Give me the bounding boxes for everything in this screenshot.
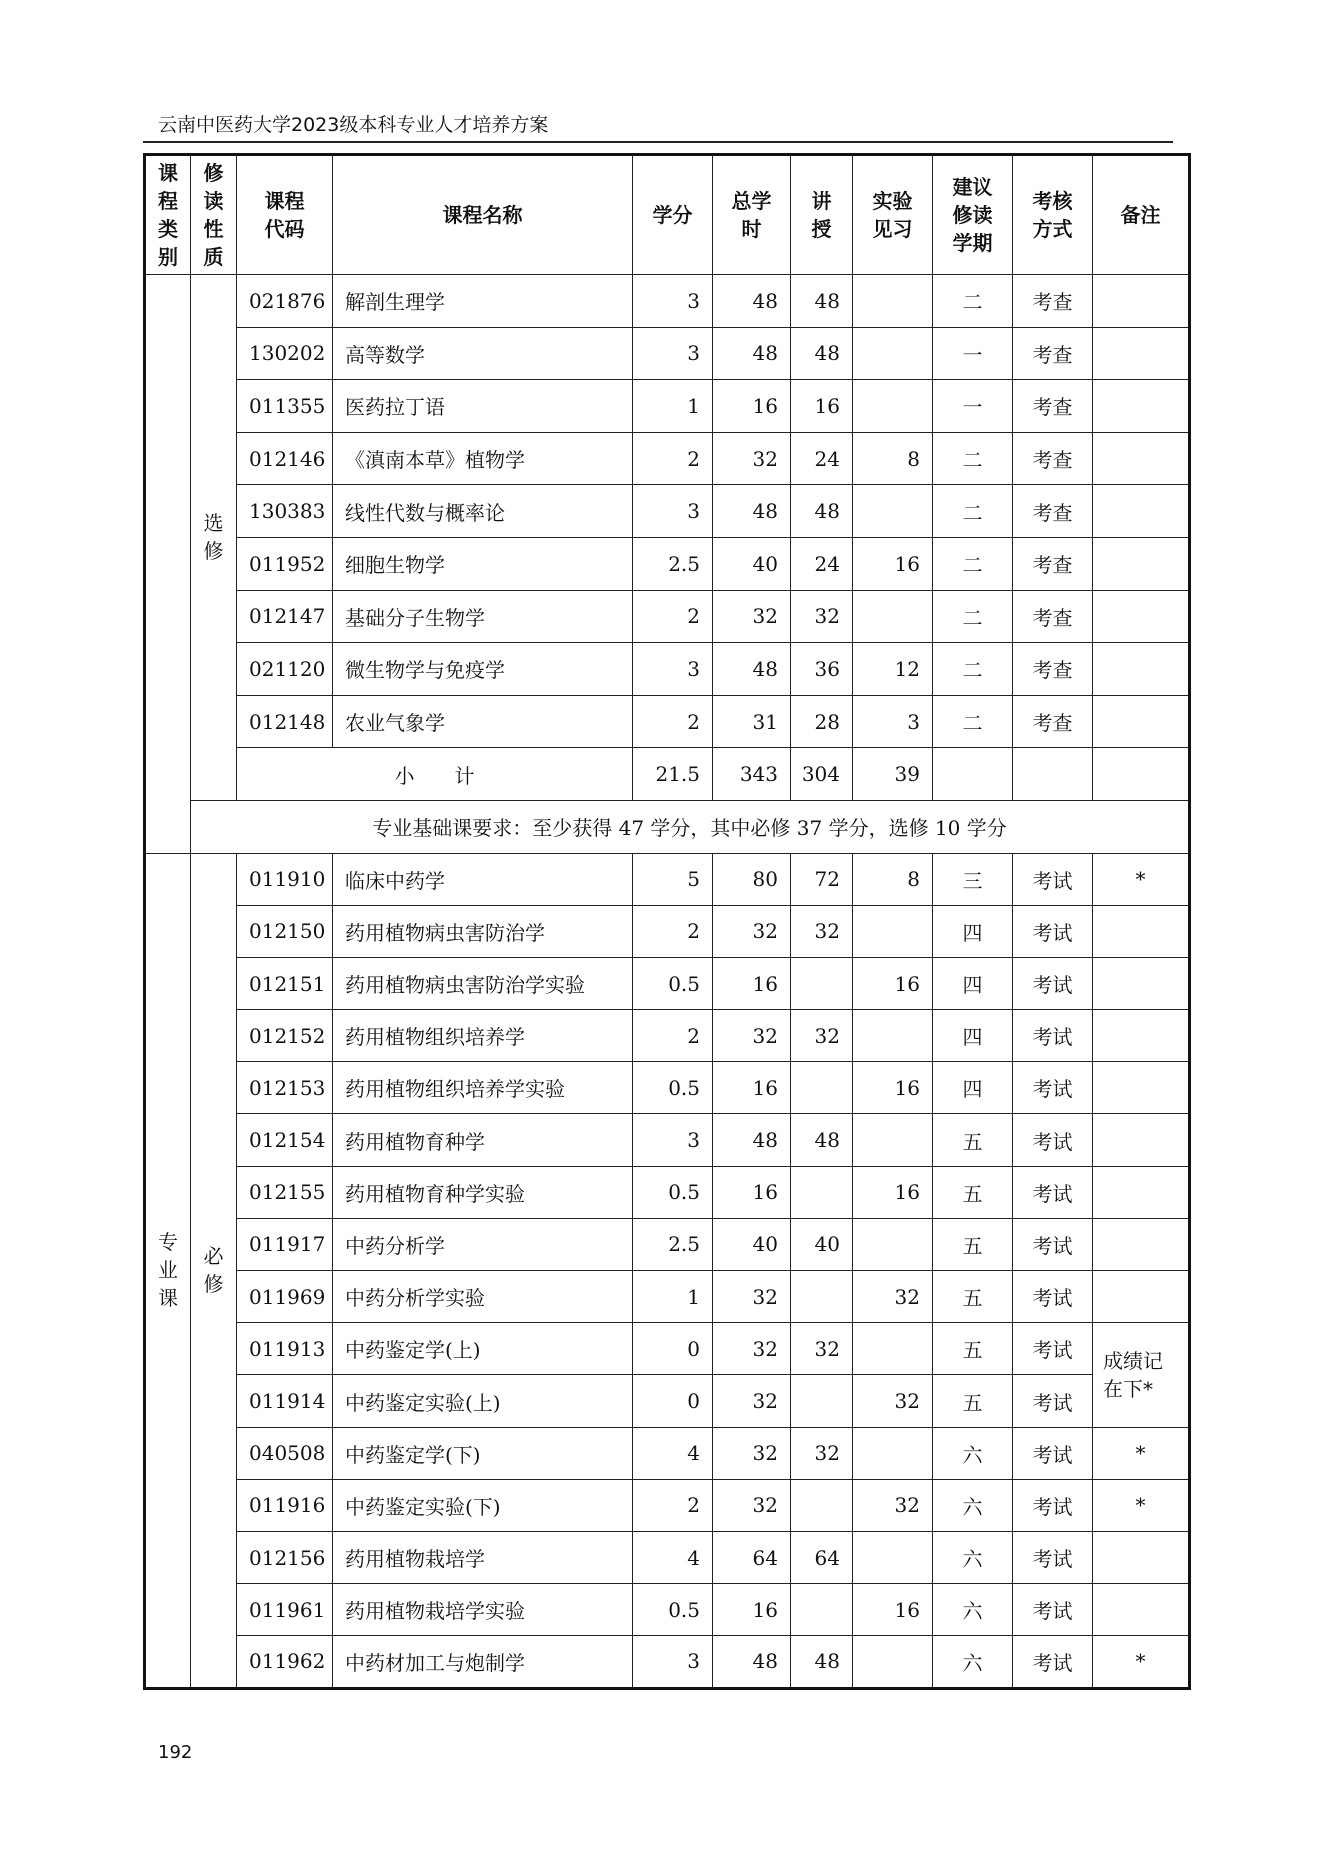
- course-name: 中药鉴定实验(下): [333, 1479, 633, 1531]
- table-row: [145, 1114, 1190, 1166]
- total-hours: 31: [713, 695, 791, 748]
- lecture-hours: 48: [791, 1114, 853, 1166]
- term: 五: [933, 1166, 1013, 1218]
- lecture-hours: 32: [791, 1323, 853, 1375]
- table-row: [145, 1218, 1190, 1270]
- term: 一: [933, 380, 1013, 433]
- exam-type: 考查: [1013, 275, 1093, 328]
- course-code: 011962: [237, 1636, 333, 1688]
- col-header-hours: 总学时: [713, 155, 791, 275]
- lab-hours: 32: [853, 1271, 933, 1323]
- term: 二: [933, 537, 1013, 590]
- term: 五: [933, 1114, 1013, 1166]
- course-name: 微生物学与免疫学: [333, 643, 633, 696]
- course-code: 011952: [237, 537, 333, 590]
- exam-type: 考试: [1013, 1010, 1093, 1062]
- credit: 3: [633, 327, 713, 380]
- term: 四: [933, 905, 1013, 957]
- course-table: [143, 153, 1191, 1690]
- lecture-hours: 28: [791, 695, 853, 748]
- col-header-term: 建议修读学期: [933, 155, 1013, 275]
- note: [1093, 1114, 1190, 1166]
- lab-hours: [853, 1114, 933, 1166]
- term: 六: [933, 1479, 1013, 1531]
- total-hours: 48: [713, 275, 791, 328]
- lab-hours: [853, 1218, 933, 1270]
- term: 四: [933, 957, 1013, 1009]
- table-row: [145, 327, 1190, 380]
- term: 二: [933, 485, 1013, 538]
- lecture-hours: 48: [791, 485, 853, 538]
- note: [1093, 905, 1190, 957]
- total-hours: 48: [713, 327, 791, 380]
- total-hours: 16: [713, 1166, 791, 1218]
- lecture-hours: 48: [791, 327, 853, 380]
- lecture-hours: [791, 1375, 853, 1427]
- course-code: 011355: [237, 380, 333, 433]
- lab-hours: [853, 380, 933, 433]
- exam-type: 考查: [1013, 485, 1093, 538]
- requirement-text: 专业基础课要求：至少获得 47 学分，其中必修 37 学分，选修 10 学分: [191, 800, 1190, 853]
- lab-hours: 16: [853, 1062, 933, 1114]
- lecture-hours: 32: [791, 590, 853, 643]
- lecture-hours: 72: [791, 853, 853, 905]
- total-hours: 16: [713, 1062, 791, 1114]
- subtotal-term: [933, 748, 1013, 801]
- table-row: [145, 1636, 1190, 1688]
- note: [1093, 380, 1190, 433]
- note: [1093, 1166, 1190, 1218]
- exam-type: 考试: [1013, 853, 1093, 905]
- credit: 2.5: [633, 1218, 713, 1270]
- credit: 2: [633, 1010, 713, 1062]
- total-hours: 40: [713, 537, 791, 590]
- term: 五: [933, 1375, 1013, 1427]
- course-code: 011916: [237, 1479, 333, 1531]
- course-code: 130383: [237, 485, 333, 538]
- course-code: 021876: [237, 275, 333, 328]
- table-row: [145, 1427, 1190, 1479]
- page-header: 云南中医药大学2023级本科专业人才培养方案: [158, 114, 549, 136]
- term: 六: [933, 1636, 1013, 1688]
- course-code: 012150: [237, 905, 333, 957]
- credit: 2: [633, 695, 713, 748]
- exam-type: 考查: [1013, 380, 1093, 433]
- course-name: 药用植物栽培学实验: [333, 1584, 633, 1636]
- credit: 0: [633, 1375, 713, 1427]
- course-code: 012153: [237, 1062, 333, 1114]
- course-name: 药用植物组织培养学实验: [333, 1062, 633, 1114]
- lecture-hours: 64: [791, 1531, 853, 1583]
- course-name: 中药鉴定学(上): [333, 1323, 633, 1375]
- term: 三: [933, 853, 1013, 905]
- note: [1093, 485, 1190, 538]
- course-code: 012151: [237, 957, 333, 1009]
- course-code: 012148: [237, 695, 333, 748]
- exam-type: 考试: [1013, 1531, 1093, 1583]
- total-hours: 48: [713, 1114, 791, 1166]
- total-hours: 32: [713, 432, 791, 485]
- table-row: [145, 1584, 1190, 1636]
- col-header-note: 备注: [1093, 155, 1190, 275]
- course-code: 011910: [237, 853, 333, 905]
- credit: 1: [633, 1271, 713, 1323]
- exam-type: 考查: [1013, 590, 1093, 643]
- term: 六: [933, 1427, 1013, 1479]
- nature-cell-required: [191, 853, 237, 1688]
- exam-type: 考试: [1013, 1218, 1093, 1270]
- total-hours: 16: [713, 1584, 791, 1636]
- lab-hours: 8: [853, 853, 933, 905]
- note: [1093, 432, 1190, 485]
- course-code: 012152: [237, 1010, 333, 1062]
- course-name: 中药材加工与炮制学: [333, 1636, 633, 1688]
- course-name: 解剖生理学: [333, 275, 633, 328]
- category-cell-1: [145, 275, 191, 854]
- table-row: [145, 1166, 1190, 1218]
- course-code: 012146: [237, 432, 333, 485]
- course-name: 药用植物栽培学: [333, 1531, 633, 1583]
- credit: 5: [633, 853, 713, 905]
- term: 一: [933, 327, 1013, 380]
- exam-type: 考试: [1013, 1636, 1093, 1688]
- note: [1093, 1010, 1190, 1062]
- term: 五: [933, 1323, 1013, 1375]
- note: [1093, 537, 1190, 590]
- course-name: 高等数学: [333, 327, 633, 380]
- nature-label: 选修: [203, 511, 224, 564]
- page-number: 192: [158, 1742, 193, 1763]
- note: *: [1093, 1479, 1190, 1531]
- col-header-category: 课程类别: [145, 155, 191, 275]
- lecture-hours: [791, 1062, 853, 1114]
- table-row: [145, 432, 1190, 485]
- course-code: 011917: [237, 1218, 333, 1270]
- exam-type: 考查: [1013, 695, 1093, 748]
- exam-type: 考试: [1013, 1271, 1093, 1323]
- exam-type: 考试: [1013, 1114, 1093, 1166]
- exam-type: 考试: [1013, 1479, 1093, 1531]
- course-name: 药用植物育种学实验: [333, 1166, 633, 1218]
- col-header-name: 课程名称: [333, 155, 633, 275]
- exam-type: 考查: [1013, 643, 1093, 696]
- lecture-hours: [791, 1584, 853, 1636]
- exam-type: 考试: [1013, 1584, 1093, 1636]
- table-row: [145, 1010, 1190, 1062]
- lab-hours: [853, 1531, 933, 1583]
- credit: 0.5: [633, 1062, 713, 1114]
- note: [1093, 1218, 1190, 1270]
- note: [1093, 1062, 1190, 1114]
- course-name: 中药鉴定学(下): [333, 1427, 633, 1479]
- lab-hours: [853, 485, 933, 538]
- subtotal-note: [1093, 748, 1190, 801]
- total-hours: 80: [713, 853, 791, 905]
- merged-note: 成绩记在下*: [1103, 1348, 1163, 1401]
- course-name: 基础分子生物学: [333, 590, 633, 643]
- col-header-exam: 考核方式: [1013, 155, 1093, 275]
- credit: 3: [633, 485, 713, 538]
- note: [1093, 590, 1190, 643]
- header-rule: [143, 141, 1173, 143]
- exam-type: 考查: [1013, 537, 1093, 590]
- term: 二: [933, 695, 1013, 748]
- note: [1093, 1271, 1190, 1323]
- exam-type: 考试: [1013, 1166, 1093, 1218]
- lecture-hours: 16: [791, 380, 853, 433]
- lecture-hours: [791, 1271, 853, 1323]
- lecture-hours: 32: [791, 1010, 853, 1062]
- credit: 4: [633, 1427, 713, 1479]
- table-row: [145, 1062, 1190, 1114]
- note: [1093, 695, 1190, 748]
- total-hours: 32: [713, 1375, 791, 1427]
- total-hours: 40: [713, 1218, 791, 1270]
- term: 二: [933, 643, 1013, 696]
- lab-hours: [853, 1323, 933, 1375]
- credit: 0.5: [633, 957, 713, 1009]
- subtotal-credit: 21.5: [633, 748, 713, 801]
- lab-hours: [853, 327, 933, 380]
- lecture-hours: 48: [791, 1636, 853, 1688]
- table-row: [145, 275, 1190, 328]
- lab-hours: 3: [853, 695, 933, 748]
- lecture-hours: 32: [791, 905, 853, 957]
- col-header-lab: 实验见习: [853, 155, 933, 275]
- course-name: 中药鉴定实验(上): [333, 1375, 633, 1427]
- subtotal-lecture: 304: [791, 748, 853, 801]
- credit: 4: [633, 1531, 713, 1583]
- lecture-hours: 32: [791, 1427, 853, 1479]
- col-header-lecture: 讲授: [791, 155, 853, 275]
- course-name: 药用植物组织培养学: [333, 1010, 633, 1062]
- category-label: 专业课: [158, 1230, 178, 1311]
- subtotal-exam: [1013, 748, 1093, 801]
- exam-type: 考试: [1013, 1062, 1093, 1114]
- course-name: 临床中药学: [333, 853, 633, 905]
- table-row: [145, 1479, 1190, 1531]
- total-hours: 64: [713, 1531, 791, 1583]
- course-name: 线性代数与概率论: [333, 485, 633, 538]
- term: 四: [933, 1062, 1013, 1114]
- lab-hours: 16: [853, 1584, 933, 1636]
- table-row: [145, 1531, 1190, 1583]
- exam-type: 考试: [1013, 1323, 1093, 1375]
- course-name: 中药分析学: [333, 1218, 633, 1270]
- exam-type: 考查: [1013, 327, 1093, 380]
- course-code: 130202: [237, 327, 333, 380]
- total-hours: 32: [713, 1323, 791, 1375]
- lab-hours: 12: [853, 643, 933, 696]
- subtotal-row: [145, 748, 1190, 801]
- course-name: 药用植物病虫害防治学: [333, 905, 633, 957]
- subtotal-lab: 39: [853, 748, 933, 801]
- course-name: 中药分析学实验: [333, 1271, 633, 1323]
- course-name: 《滇南本草》植物学: [333, 432, 633, 485]
- table-row: [145, 537, 1190, 590]
- credit: 2: [633, 432, 713, 485]
- credit: 2: [633, 905, 713, 957]
- note: *: [1093, 853, 1190, 905]
- term: 二: [933, 432, 1013, 485]
- lab-hours: [853, 905, 933, 957]
- exam-type: 考试: [1013, 905, 1093, 957]
- total-hours: 16: [713, 957, 791, 1009]
- total-hours: 32: [713, 905, 791, 957]
- exam-type: 考试: [1013, 957, 1093, 1009]
- table-row: [145, 957, 1190, 1009]
- total-hours: 32: [713, 1427, 791, 1479]
- note: *: [1093, 1636, 1190, 1688]
- nature-label: 必修: [203, 1244, 224, 1297]
- lab-hours: 8: [853, 432, 933, 485]
- credit: 0.5: [633, 1584, 713, 1636]
- credit: 2: [633, 1479, 713, 1531]
- credit: 1: [633, 380, 713, 433]
- term: 六: [933, 1531, 1013, 1583]
- lab-hours: 32: [853, 1479, 933, 1531]
- lecture-hours: [791, 957, 853, 1009]
- note: *: [1093, 1427, 1190, 1479]
- credit: 2: [633, 590, 713, 643]
- table-row: [145, 380, 1190, 433]
- lecture-hours: 48: [791, 275, 853, 328]
- total-hours: 16: [713, 380, 791, 433]
- table-row: [145, 643, 1190, 696]
- credit: 3: [633, 275, 713, 328]
- nature-cell-elective: [191, 275, 237, 801]
- note: [1093, 957, 1190, 1009]
- credit: 0: [633, 1323, 713, 1375]
- note: [1093, 1531, 1190, 1583]
- note: [1093, 643, 1190, 696]
- course-code: 021120: [237, 643, 333, 696]
- course-name: 药用植物育种学: [333, 1114, 633, 1166]
- lab-hours: [853, 1427, 933, 1479]
- term: 四: [933, 1010, 1013, 1062]
- table-row: [145, 695, 1190, 748]
- table-row: [145, 1375, 1190, 1427]
- col-header-nature: 修读性质: [191, 155, 237, 275]
- credit: 3: [633, 643, 713, 696]
- table-row: [145, 853, 1190, 905]
- col-header-credit: 学分: [633, 155, 713, 275]
- total-hours: 32: [713, 1010, 791, 1062]
- lab-hours: [853, 590, 933, 643]
- total-hours: 32: [713, 590, 791, 643]
- course-code: 011961: [237, 1584, 333, 1636]
- term: 二: [933, 590, 1013, 643]
- course-name: 药用植物病虫害防治学实验: [333, 957, 633, 1009]
- note: [1093, 275, 1190, 328]
- lecture-hours: [791, 1166, 853, 1218]
- lab-hours: [853, 1010, 933, 1062]
- total-hours: 48: [713, 1636, 791, 1688]
- exam-type: 考试: [1013, 1375, 1093, 1427]
- table-row: [145, 485, 1190, 538]
- course-code: 012147: [237, 590, 333, 643]
- total-hours: 32: [713, 1271, 791, 1323]
- course-code: 011914: [237, 1375, 333, 1427]
- lab-hours: 16: [853, 537, 933, 590]
- lab-hours: 16: [853, 957, 933, 1009]
- credit: 3: [633, 1636, 713, 1688]
- lab-hours: 32: [853, 1375, 933, 1427]
- credit: 3: [633, 1114, 713, 1166]
- lecture-hours: [791, 1479, 853, 1531]
- credit: 2.5: [633, 537, 713, 590]
- table-header-row: [145, 155, 1190, 275]
- course-code: 012155: [237, 1166, 333, 1218]
- table-row: [145, 1271, 1190, 1323]
- merged-note-cell: [1093, 1323, 1190, 1427]
- requirement-row: [145, 800, 1190, 853]
- total-hours: 48: [713, 485, 791, 538]
- term: 五: [933, 1218, 1013, 1270]
- table-row: [145, 590, 1190, 643]
- lecture-hours: 24: [791, 537, 853, 590]
- exam-type: 考试: [1013, 1427, 1093, 1479]
- lecture-hours: 24: [791, 432, 853, 485]
- total-hours: 32: [713, 1479, 791, 1531]
- course-code: 011969: [237, 1271, 333, 1323]
- term: 二: [933, 275, 1013, 328]
- subtotal-label: 小 计: [237, 748, 633, 801]
- lab-hours: 16: [853, 1166, 933, 1218]
- term: 五: [933, 1271, 1013, 1323]
- lecture-hours: 40: [791, 1218, 853, 1270]
- table-row: [145, 1323, 1190, 1375]
- note: [1093, 1584, 1190, 1636]
- course-code: 011913: [237, 1323, 333, 1375]
- col-header-code: 课程代码: [237, 155, 333, 275]
- exam-type: 考查: [1013, 432, 1093, 485]
- total-hours: 48: [713, 643, 791, 696]
- course-name: 农业气象学: [333, 695, 633, 748]
- term: 六: [933, 1584, 1013, 1636]
- course-code: 012154: [237, 1114, 333, 1166]
- course-code: 012156: [237, 1531, 333, 1583]
- course-code: 040508: [237, 1427, 333, 1479]
- lecture-hours: 36: [791, 643, 853, 696]
- course-name: 医药拉丁语: [333, 380, 633, 433]
- category-cell-professional: [145, 853, 191, 1688]
- note: [1093, 327, 1190, 380]
- lab-hours: [853, 1636, 933, 1688]
- course-name: 细胞生物学: [333, 537, 633, 590]
- credit: 0.5: [633, 1166, 713, 1218]
- table-row: [145, 905, 1190, 957]
- lab-hours: [853, 275, 933, 328]
- subtotal-hours: 343: [713, 748, 791, 801]
